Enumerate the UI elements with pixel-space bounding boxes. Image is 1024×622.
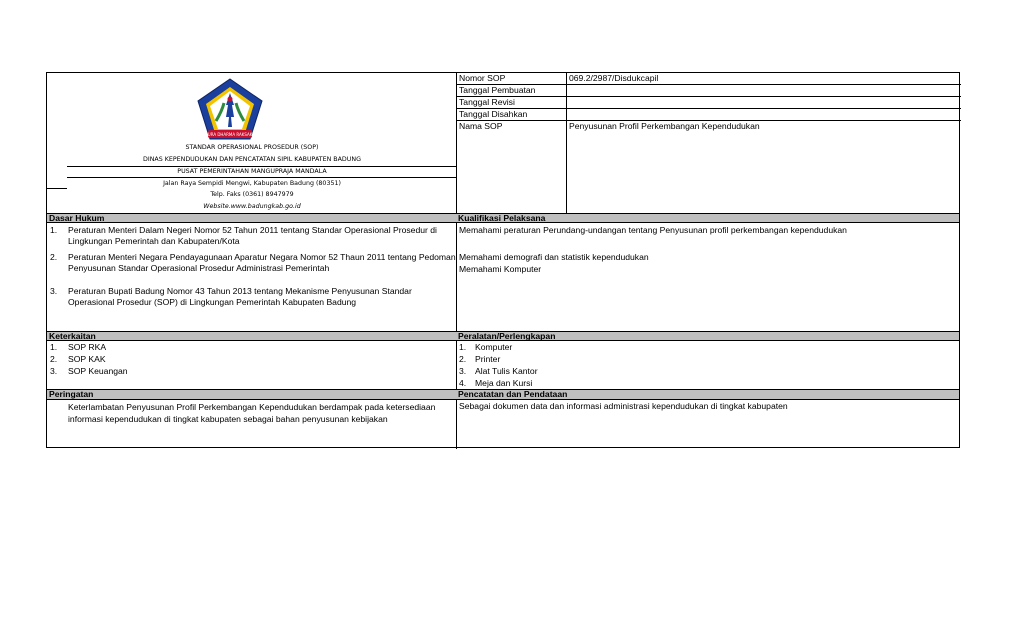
dasar-hukum-num-3: 3. bbox=[50, 286, 58, 296]
keterkaitan-item-1: SOP RKA bbox=[68, 342, 107, 352]
section-title-keterkaitan: Keterkaitan bbox=[49, 331, 96, 341]
meta-value-nomor: 069.2/2987/Disdukcapil bbox=[569, 73, 659, 83]
peralatan-num-3: 3. bbox=[459, 366, 467, 376]
header-line-1: STANDAR OPERASIONAL PROSEDUR (SOP) bbox=[185, 144, 319, 151]
meta-label-nomor: Nomor SOP bbox=[459, 73, 506, 83]
emblem-banner-text: CURA DHARMA RAKSAKA bbox=[204, 132, 256, 137]
kualifikasi-item-2: Memahami demografi dan statistik kependudukan bbox=[459, 252, 649, 262]
pencatatan-text: Sebagai dokumen data dan informasi administrasi kependudukan di tingkat kabupaten bbox=[459, 401, 788, 411]
meta-label-disahkan: Tanggal Disahkan bbox=[459, 109, 528, 119]
dasar-hukum-item-1: Peraturan Menteri Dalam Negeri Nomor 52 Tahun 2011 tentang Standar Operasional Prosedur di Lingkungan Pemerintah dan Kabupaten/Kota bbox=[68, 225, 437, 246]
dasar-hukum-num-2: 2. bbox=[50, 252, 58, 262]
keterkaitan-num-1: 1. bbox=[50, 342, 58, 352]
meta-label-pembuatan: Tanggal Pembuatan bbox=[459, 85, 536, 95]
keterkaitan-item-3: SOP Keuangan bbox=[68, 366, 128, 376]
keterkaitan-item-2: SOP KAK bbox=[68, 354, 106, 364]
section-bar-3 bbox=[47, 390, 959, 400]
section-title-peralatan: Peralatan/Perlengkapan bbox=[458, 331, 556, 341]
peralatan-item-1: Komputer bbox=[475, 342, 513, 352]
peralatan-num-2: 2. bbox=[459, 354, 467, 364]
dasar-hukum-num-1: 1. bbox=[50, 225, 58, 235]
section-title-kualifikasi: Kualifikasi Pelaksana bbox=[458, 213, 546, 223]
sop-document bbox=[46, 72, 960, 448]
meta-label-nama: Nama SOP bbox=[459, 121, 503, 131]
section-title-peringatan: Peringatan bbox=[49, 389, 94, 399]
meta-label-revisi: Tanggal Revisi bbox=[459, 97, 515, 107]
badung-emblem-icon bbox=[194, 77, 266, 143]
peralatan-item-2: Printer bbox=[475, 354, 501, 364]
section-title-dasar-hukum: Dasar Hukum bbox=[49, 213, 105, 223]
peralatan-num-1: 1. bbox=[459, 342, 467, 352]
header-line-3: PUSAT PEMERINTAHAN MANGUPRAJA MANDALA bbox=[177, 168, 327, 175]
peralatan-item-4: Meja dan Kursi bbox=[475, 378, 533, 388]
kualifikasi-item-1: Memahami peraturan Perundang-undangan tentang Penyusunan profil perkembangan kependudukan bbox=[459, 225, 847, 235]
kualifikasi-item-3: Memahami Komputer bbox=[459, 264, 542, 274]
peringatan-text: Keterlambatan Penyusunan Profil Perkembangan Kependudukan berdampak pada ketersediaan informasi kependudukan di tingkat kabupaten sebagai bahan penyusunan kebijakan bbox=[68, 402, 436, 424]
section-title-pencatatan: Pencatatan dan Pendataan bbox=[458, 389, 568, 399]
keterkaitan-num-2: 2. bbox=[50, 354, 58, 364]
header-line-2: DINAS KEPENDUDUKAN DAN PENCATATAN SIPIL KABUPATEN BADUNG bbox=[143, 156, 361, 163]
meta-value-nama: Penyusunan Profil Perkembangan Kependudukan bbox=[569, 121, 760, 131]
header-line-6: Website.www.badungkab.go.id bbox=[203, 203, 301, 210]
peralatan-item-3: Alat Tulis Kantor bbox=[475, 366, 538, 376]
peralatan-num-4: 4. bbox=[459, 378, 467, 388]
header-line-5: Telp. Faks (0361) 8947979 bbox=[210, 191, 294, 198]
section-bar-2 bbox=[47, 331, 959, 341]
section-bar-1 bbox=[47, 213, 959, 223]
dasar-hukum-item-2: Peraturan Menteri Negara Pendayagunaan Aparatur Negara Nomor 52 Thaun 2011 tentang Pedoman Penyusunan Standar Operasional Prosedur Administrasi Pemerintah bbox=[68, 252, 456, 273]
dasar-hukum-item-3: Peraturan Bupati Badung Nomor 43 Tahun 2013 tentang Mekanisme Penyusunan Standar Operasional Prosedur (SOP) di Lingkungan Pemerintah Kabupaten Badung bbox=[68, 286, 412, 307]
header-line-4: Jalan Raya Sempidi Mengwi, Kabupaten Badung (80351) bbox=[163, 180, 341, 187]
keterkaitan-num-3: 3. bbox=[50, 366, 58, 376]
